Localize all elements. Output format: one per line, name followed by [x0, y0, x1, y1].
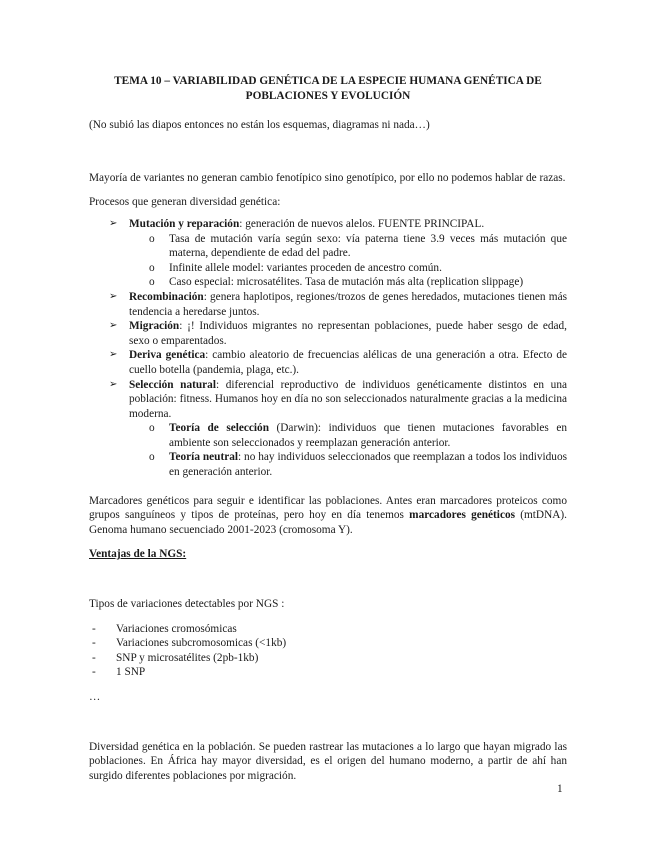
types-item-text: Variaciones subcromosomicas (<1kb)	[116, 637, 287, 650]
page-title: TEMA 10 – VARIABILIDAD GENÉTICA DE LA ESPECIE HUMANA GENÉTICA DE POBLACIONES Y EVOLUCIÓN	[114, 75, 542, 102]
circle-bullet-icon: o	[149, 232, 155, 245]
process-item	[89, 348, 567, 377]
intro-paragraph: Mayoría de variantes no generan cambio fenotípico sino genotípico, por ello no podemos hablar de razas.	[89, 171, 566, 184]
process-subitem	[129, 421, 567, 450]
markers-text-before: Marcadores genéticos para seguir e identificar las poblaciones. Antes eran marcadores proteicos como grupos sanguíneos y tipos de proteínas, pero hoy en día tenemos	[89, 494, 567, 522]
ellipsis: …	[89, 691, 101, 703]
markers-bold-term: marcadores genéticos	[409, 509, 516, 522]
process-sublist	[129, 421, 567, 479]
dash-bullet-icon: -	[92, 637, 96, 650]
process-subitem	[129, 261, 567, 276]
types-item	[89, 665, 567, 680]
subitem-text: Infinite allele model: variantes proceden de ancestro común.	[169, 261, 442, 274]
dash-bullet-icon: -	[92, 651, 96, 664]
processes-list	[89, 217, 567, 480]
process-text: : genera haplotipos, regiones/trozos de genes heredados, mutaciones tienen más tendencia a heredarse juntos.	[129, 290, 567, 318]
circle-bullet-icon: o	[149, 451, 155, 464]
process-item	[89, 319, 567, 348]
process-item	[89, 378, 567, 480]
note-paragraph: (No subió las diapos entonces no están los esquemas, diagramas ni nada…)	[89, 119, 430, 132]
ngs-heading	[89, 547, 567, 562]
types-list	[89, 622, 567, 680]
subitem-text: Tasa de mutación varía según sexo: vía paterna tiene 3.9 veces más mutación que materna, dependiente de edad del padre.	[169, 232, 567, 260]
page-number: 1	[557, 783, 563, 795]
process-term: Selección natural	[129, 378, 216, 391]
types-item-text: SNP y microsatélites (2pb-1kb)	[116, 651, 259, 664]
subitem-text: : no hay individuos seleccionados que reemplazan a todos los individuos en generación anterior.	[169, 451, 567, 479]
subitem-term: Teoría de selección	[169, 422, 269, 435]
process-text: : generación de nuevos alelos. FUENTE PRINCIPAL.	[239, 217, 485, 230]
arrow-bullet-icon: ➢	[109, 378, 118, 390]
processes-heading: Procesos que generan diversidad genética:	[89, 196, 281, 209]
subitem-text: Caso especial: microsatélites. Tasa de mutación más alta (replication slippage)	[169, 276, 524, 289]
process-sublist	[129, 232, 567, 290]
document-body	[89, 74, 567, 783]
arrow-bullet-icon: ➢	[109, 290, 118, 302]
process-subitem	[129, 450, 567, 479]
circle-bullet-icon: o	[149, 276, 155, 289]
arrow-bullet-icon: ➢	[109, 217, 118, 229]
circle-bullet-icon: o	[149, 422, 155, 435]
process-text: : diferencial reproductivo de individuos genéticamente distintos en una población: fitness. Humanos hoy en día no son seleccionados naturalmente gracias a la medicina moderna.	[129, 378, 567, 420]
ngs-heading-text: Ventajas de la NGS:	[89, 548, 187, 561]
dash-bullet-icon: -	[92, 666, 96, 679]
conclusion-paragraph: Diversidad genética en la población. Se pueden rastrear las mutaciones a lo largo que hayan migrado las poblaciones. En África hay mayor diversidad, es el origen del humano moderno, a partir de ahí han surgido diferentes poblaciones por migración.	[89, 740, 567, 782]
subitem-term: Teoría neutral	[169, 451, 239, 464]
circle-bullet-icon: o	[149, 261, 155, 274]
types-item-text: 1 SNP	[116, 666, 146, 679]
process-term: Recombinación	[129, 290, 204, 303]
dash-bullet-icon: -	[92, 622, 96, 635]
process-term: Deriva genética	[129, 349, 206, 362]
process-item	[89, 217, 567, 290]
types-item-text: Variaciones cromosómicas	[116, 622, 237, 635]
markers-paragraph	[89, 494, 567, 538]
process-subitem	[129, 232, 567, 261]
markers-text-after: (mtDNA). Genoma humano secuenciado 2001-2023 (cromosoma Y).	[89, 509, 567, 536]
types-item	[89, 651, 567, 666]
process-term: Migración	[129, 320, 180, 333]
arrow-bullet-icon: ➢	[109, 320, 118, 332]
process-term: Mutación y reparación	[129, 217, 240, 230]
process-subitem	[129, 275, 567, 290]
types-item	[89, 622, 567, 637]
process-text: : cambio aleatorio de frecuencias alélicas de una generación a otra. Efecto de cuello botella (pandemia, plaga, etc.).	[129, 349, 567, 376]
types-heading: Tipos de variaciones detectables por NGS :	[89, 598, 285, 611]
types-item	[89, 636, 567, 651]
arrow-bullet-icon: ➢	[109, 349, 118, 361]
process-item	[89, 290, 567, 319]
subitem-text: (Darwin): individuos que tienen mutaciones favorables en ambiente son seleccionados y reemplazan generación anterior.	[169, 422, 567, 449]
process-text: : ¡! Individuos migrantes no representan poblaciones, puede haber sesgo de edad, sexo o emparentados.	[129, 320, 567, 347]
